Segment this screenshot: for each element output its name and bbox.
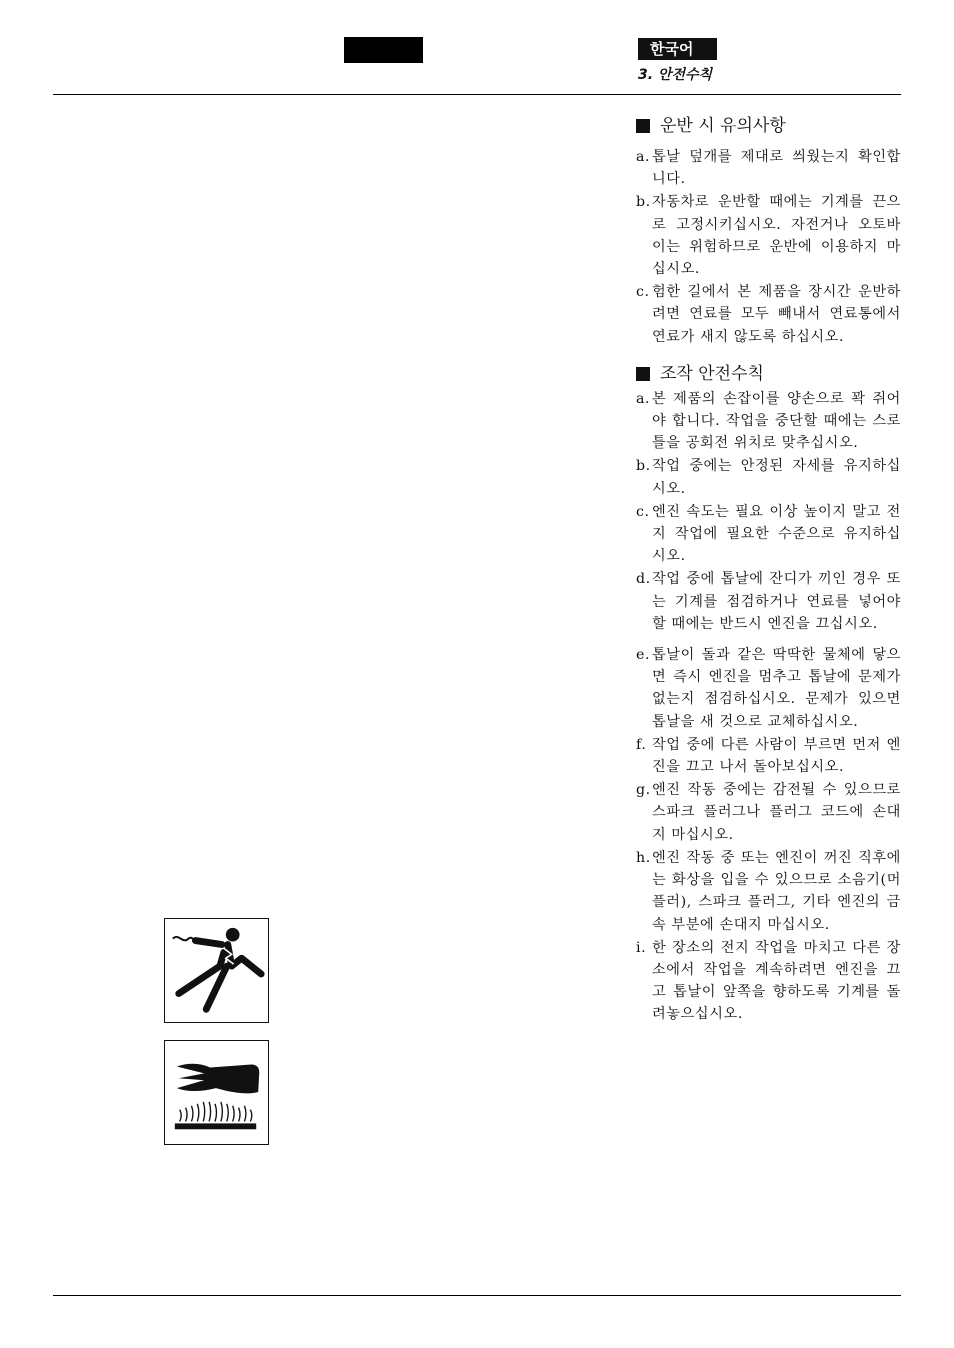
safety-text-column: [636, 114, 901, 1027]
electric-shock-icon: [164, 918, 269, 1023]
header-black-tab: [344, 37, 423, 63]
list-item: i. 한 장소의 전지 작업을 마치고 다른 장소에서 작업을 계속하려면 엔진을 끄고 톱날이 앞쪽을 향하도록 기계를 돌려놓으십시오.: [636, 939, 901, 1023]
list-item: b. 작업 중에는 안정된 자세를 유지하십시오.: [636, 458, 901, 497]
list-item: e. 톱날이 돌과 같은 딱딱한 물체에 닿으면 즉시 엔진을 멈추고 톱날에 문제가 없는지 점검하십시오. 문제가 있으면 톱날을 새 것으로 교체하십시오.: [636, 647, 901, 730]
transport-heading: 운반 시 유의사항: [636, 114, 901, 138]
list-item: a. 톱날 덮개를 제대로 씌웠는지 확인합니다.: [636, 149, 901, 188]
footer-rule: [53, 1295, 901, 1296]
list-item: f. 작업 중에 다른 사람이 부르면 먼저 엔진을 끄고 나서 돌아보십시오.: [636, 736, 901, 776]
hot-surface-icon: [164, 1040, 269, 1145]
list-item: h. 엔진 작동 중 또는 엔진이 꺼진 직후에는 화상을 입을 수 있으므로 소음기(머플러), 스파크 플러그, 기타 엔진의 금속 부분에 손대지 마십시오.: [636, 849, 901, 933]
list-item: c. 험한 길에서 본 제품을 장시간 운반하려면 연료를 모두 빼내서 연료통에서 연료가 새지 않도록 하십시오.: [636, 284, 901, 345]
language-badge: 한국어: [638, 38, 717, 60]
list-item: g. 엔진 작동 중에는 감전될 수 있으므로 스파크 플러그나 플러그 코드에 손대지 마십시오.: [636, 782, 901, 843]
operation-heading: 조작 안전수칙: [636, 362, 901, 386]
section-label: 3. 안전수칙: [638, 67, 713, 83]
square-bullet-icon: [636, 367, 650, 381]
square-bullet-icon: [636, 119, 650, 133]
transport-list: [636, 146, 901, 348]
list-item: d. 작업 중에 톱날에 잔디가 끼인 경우 또는 기계를 점검하거나 연료를 넣어야 할 때에는 반드시 엔진을 끄십시오.: [636, 571, 901, 632]
list-item: a. 본 제품의 손잡이를 양손으로 꽉 쥐어야 합니다. 작업을 중단할 때에는 스로틀을 공회전 위치로 맞추십시오.: [636, 390, 901, 452]
list-item: b. 자동차로 운반할 때에는 기계를 끈으로 고정시키십시오. 자전거나 오토바이는 위험하므로 운반에 이용하지 마십시오.: [636, 194, 901, 278]
list-item: c. 엔진 속도는 필요 이상 높이지 말고 전지 작업에 필요한 수준으로 유지하십시오.: [636, 503, 901, 565]
operation-list: [636, 388, 901, 1026]
header-rule: [53, 94, 901, 95]
